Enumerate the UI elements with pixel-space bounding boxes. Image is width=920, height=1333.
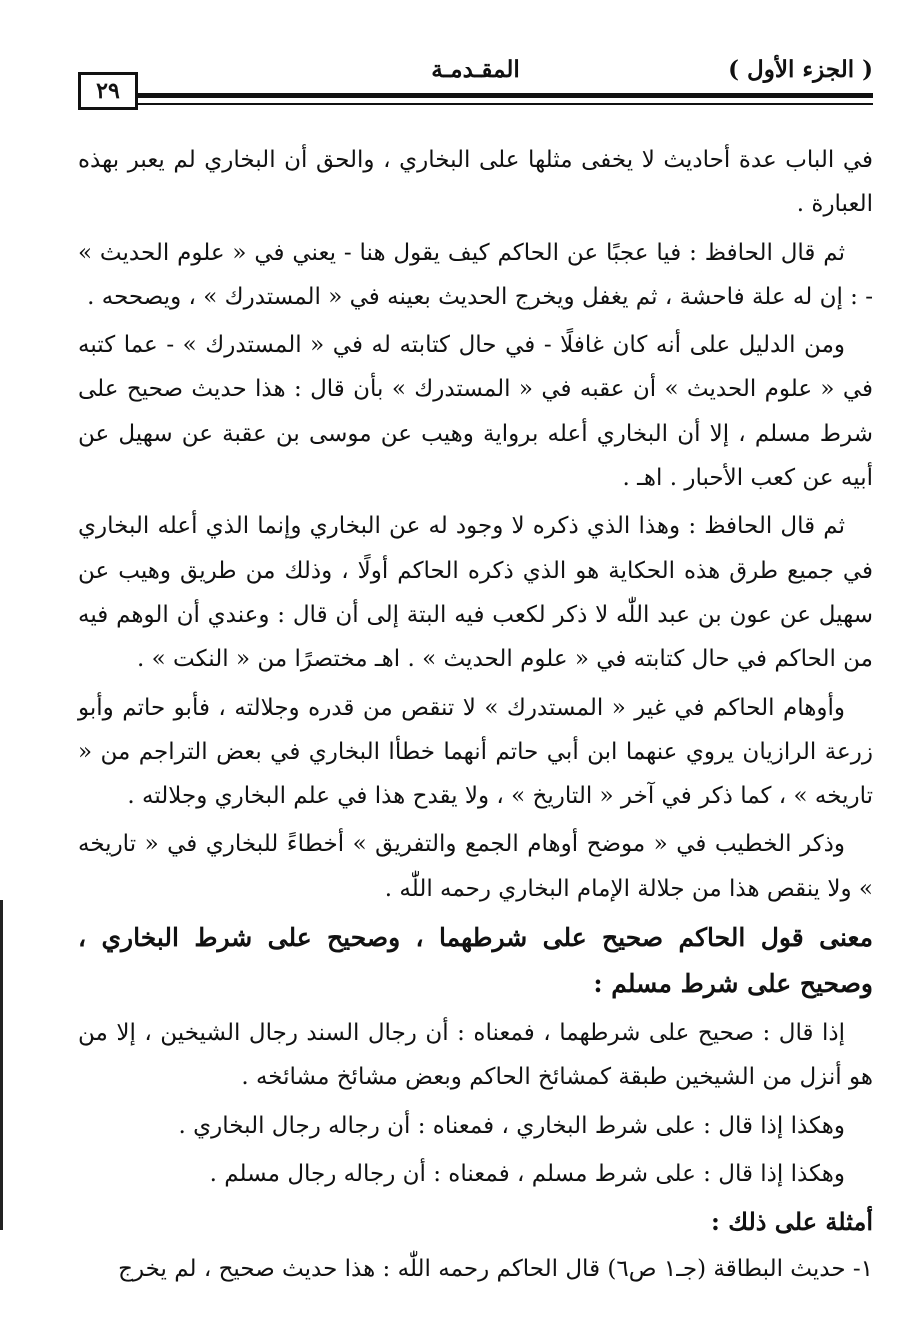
section-heading: معنى قول الحاكم صحيح على شرطهما ، وصحيح على شرط البخاري ، وصحيح على شرط مسلم : xyxy=(78,923,873,999)
section-title: المقـدمـة xyxy=(431,56,520,83)
scan-edge-shadow xyxy=(0,900,3,1230)
header-rule-thin xyxy=(138,103,873,105)
paragraph: في الباب عدة أحاديث لا يخفى مثلها على البخاري ، والحق أن البخاري لم يعبر بهذه العبارة . xyxy=(78,147,873,218)
paragraph: إذا قال : صحيح على شرطهما ، فمعناه : أن رجال السند رجال الشيخين ، إلا من هو أنزل من الشيخين طبقة كمشائخ الحاكم وبعض مشائخ مشائخه . xyxy=(78,1020,873,1091)
paragraph: وهكذا إذا قال : على شرط مسلم ، فمعناه : أن رجاله رجال مسلم . xyxy=(209,1160,845,1187)
header-rule-thick xyxy=(138,93,873,98)
paragraph: وهكذا إذا قال : على شرط البخاري ، فمعناه : أن رجاله رجال البخاري . xyxy=(178,1112,845,1139)
body-text xyxy=(78,138,873,1295)
volume-label: ( الجزء الأول ) xyxy=(728,56,873,83)
paragraph: ثم قال الحافظ : وهذا الذي ذكره لا وجود له عن البخاري وإنما الذي أعله البخاري في جميع طرق هذه الحكاية هو الذي ذكره الحاكم أولًا ، وذلك من طريق وهيب عن سهيل عن عون بن عبد اللّٰه لا ذكر لكعب فيه البتة إلى أن قال : وعندي أن الوهم فيه من الحاكم في حال كتابته في « علوم الحديث » . اهـ مختصرًا من « النكت » . xyxy=(78,513,873,673)
paragraph: ثم قال الحافظ : فيا عجبًا عن الحاكم كيف يقول هنا - يعني في « علوم الحديث » - : إن له علة فاحشة ، ثم يغفل ويخرج الحديث بعينه في « المستدرك » ، ويصححه . xyxy=(78,239,873,310)
paragraph: ومن الدليل على أنه كان غافلًا - في حال كتابته له في « المستدرك » - عما كتبه في « علوم الحديث » أن عقبه في « المستدرك » بأن قال : هذا حديث صحيح على شرط مسلم ، إلا أن البخاري أعله برواية وهيب عن موسى بن عقبة عن سهيل عن أبيه عن كعب الأحبار . اهـ . xyxy=(78,332,873,492)
paragraph: ١- حديث البطاقة (جـ١ ص٦) قال الحاكم رحمه اللّٰه : هذا حديث صحيح ، لم يخرج xyxy=(118,1255,873,1282)
paragraph: وذكر الخطيب في « موضح أوهام الجمع والتفريق » أخطاءً للبخاري في « تاريخه » ولا ينقص هذا من جلالة الإمام البخاري رحمه اللّٰه . xyxy=(78,831,873,902)
examples-heading: أمثلة على ذلك : xyxy=(711,1207,873,1237)
paragraph: وأوهام الحاكم في غير « المستدرك » لا تنقص من قدره وجلالته ، فأبو حاتم وأبو زرعة الرازيان يروي عنهما ابن أبي حاتم أنهما خطأا البخاري في بعض التراجم من « تاريخه » ، كما ذكر في آخر « التاريخ » ، ولا يقدح هذا في علم البخاري وجلالته . xyxy=(78,694,873,810)
page-number: ٢٩ xyxy=(78,72,138,110)
